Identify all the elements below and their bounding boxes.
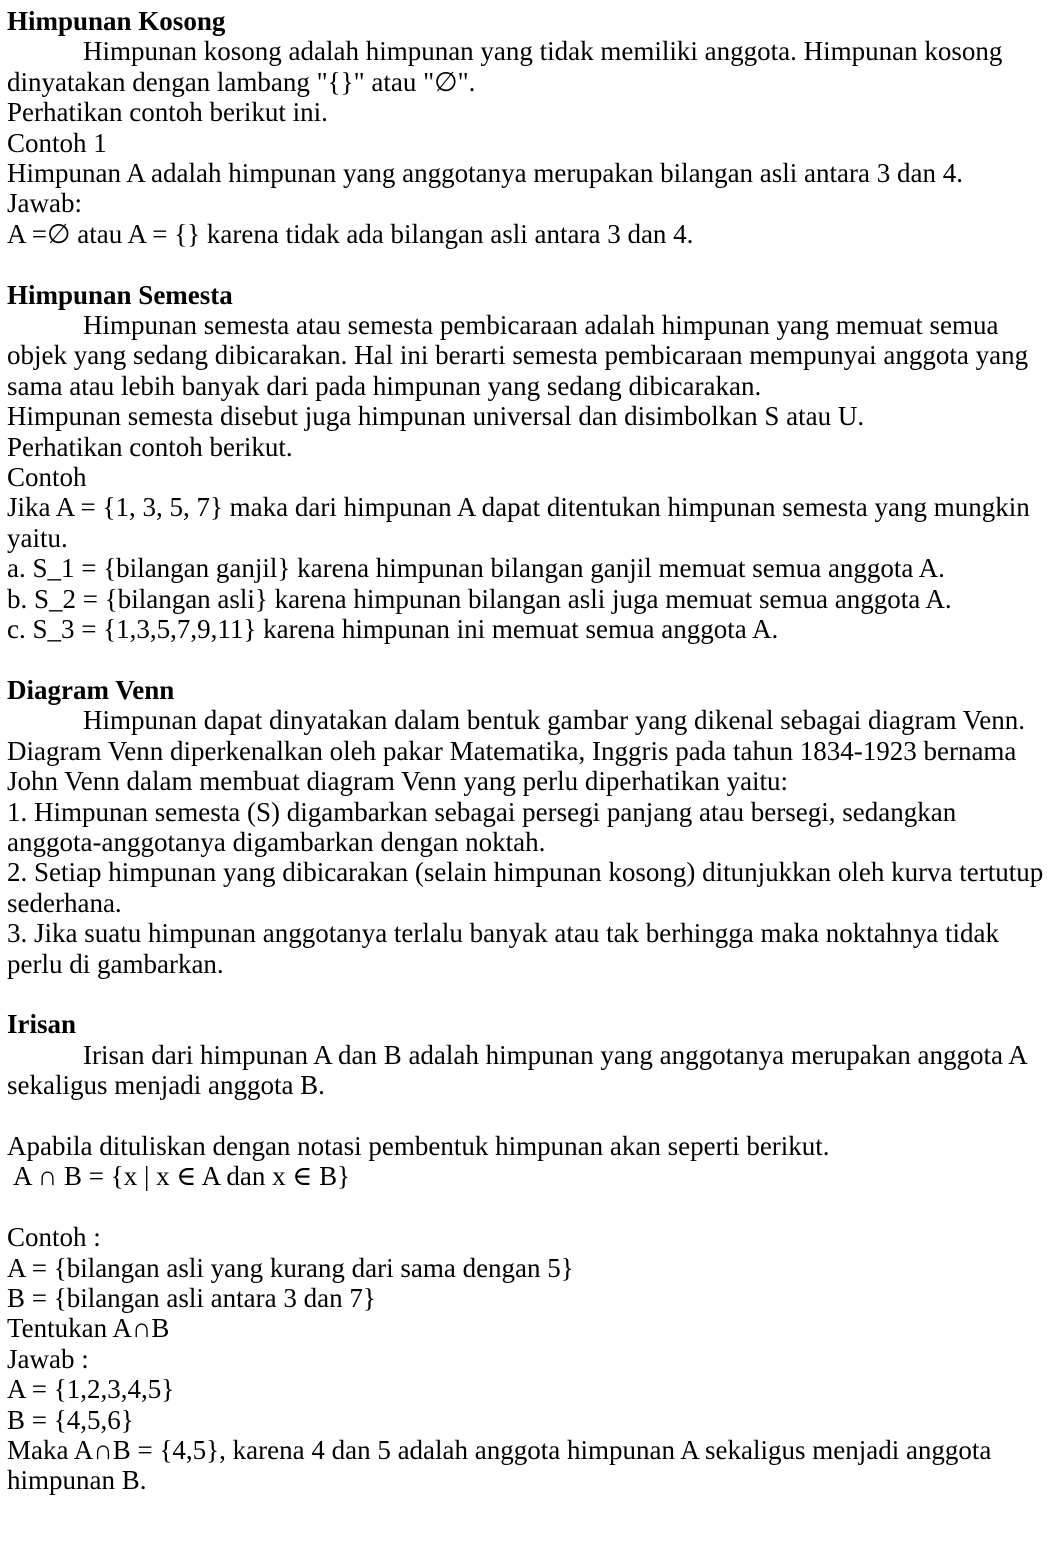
kosong-answer-label: Jawab:: [7, 188, 82, 219]
spacer: [7, 645, 1057, 675]
semesta-universal: Himpunan semesta disebut juga himpunan universal dan disimbolkan S atau U.: [7, 401, 865, 432]
spacer: [7, 1192, 1057, 1222]
semesta-item-b: b. S_2 = {bilangan asli} karena himpunan bilangan asli juga memuat semua anggota A.: [7, 583, 952, 614]
irisan-set-b: B = {bilangan asli antara 3 dan 7}: [7, 1282, 376, 1313]
venn-rule-1: 1. Himpunan semesta (S) digambarkan sebagai persegi panjang atau bersegi, sedangkan anggota-anggotanya digambarkan dengan noktah.: [7, 796, 957, 857]
paragraph-semesta-intro: Himpunan semesta atau semesta pembicaraan adalah himpunan yang memuat semua objek yang sedang dibicarakan. Hal ini berarti semesta pembicaraan mempunyai anggota yang sama atau lebih banyak dari pada himpunan yang sedang dibicarakan.: [7, 310, 1029, 401]
heading-himpunan-semesta: Himpunan Semesta: [7, 279, 233, 310]
irisan-conclusion: Maka A∩B = {4,5}, karena 4 dan 5 adalah anggota himpunan A sekaligus menjadi anggota himpunan B.: [7, 1435, 992, 1496]
irisan-answer-a: A = {1,2,3,4,5}: [7, 1374, 175, 1405]
irisan-answer-b: B = {4,5,6}: [7, 1404, 134, 1435]
semesta-item-c: c. S_3 = {1,3,5,7,9,11} karena himpunan ini memuat semua anggota A.: [7, 614, 779, 645]
irisan-set-a: A = {bilangan asli yang kurang dari sama dengan 5}: [7, 1252, 574, 1283]
semesta-item-a: a. S_1 = {bilangan ganjil} karena himpunan bilangan ganjil memuat semua anggota A.: [7, 553, 945, 584]
semesta-example-label: Contoh: [7, 462, 87, 493]
paragraph-kosong-intro: Himpunan kosong adalah himpunan yang tidak memiliki anggota. Himpunan kosong dinyatakan dengan lambang "{}" atau "∅".: [7, 36, 1003, 97]
kosong-note: Perhatikan contoh berikut ini.: [7, 97, 328, 128]
paragraph-venn-intro: Himpunan dapat dinyatakan dalam bentuk gambar yang dikenal sebagai diagram Venn. Diagram Venn diperkenalkan oleh pakar Matematika, Inggris pada tahun 1834-1923 bernama John Venn dalam membuat diagram Venn yang perlu diperhatikan yaitu:: [7, 705, 1025, 797]
kosong-example-label: Contoh 1: [7, 127, 107, 158]
spacer: [7, 249, 1057, 279]
spacer: [7, 979, 1057, 1009]
irisan-notation-text: Apabila dituliskan dengan notasi pembentuk himpunan akan seperti berikut.: [7, 1130, 830, 1161]
kosong-example-text: Himpunan A adalah himpunan yang anggotanya merupakan bilangan asli antara 3 dan 4.: [7, 158, 963, 189]
irisan-example-label: Contoh :: [7, 1222, 101, 1253]
heading-himpunan-kosong: Himpunan Kosong: [7, 6, 226, 36]
venn-rule-2: 2. Setiap himpunan yang dibicarakan (selain himpunan kosong) ditunjukkan oleh kurva tertutup sederhana.: [7, 857, 1044, 918]
heading-diagram-venn: Diagram Venn: [7, 674, 175, 705]
irisan-question: Tentukan A∩B: [7, 1313, 170, 1344]
spacer: [7, 1101, 1057, 1131]
kosong-answer-text: A =∅ atau A = {} karena tidak ada bilangan asli antara 3 dan 4.: [7, 218, 694, 249]
section-diagram-venn: [7, 675, 1057, 979]
section-irisan: [7, 1009, 1057, 1495]
paragraph-irisan-intro: Irisan dari himpunan A dan B adalah himpunan yang anggotanya merupakan anggota A sekaligus menjadi anggota B.: [7, 1039, 1027, 1101]
venn-rule-3: 3. Jika suatu himpunan anggotanya terlalu banyak atau tak berhingga maka noktahnya tidak perlu di gambarkan.: [7, 918, 999, 979]
irisan-formula: A ∩ B = {x | x ∈ A dan x ∈ B}: [13, 1161, 351, 1192]
section-himpunan-kosong: [7, 6, 1057, 249]
semesta-example-text: Jika A = {1, 3, 5, 7} maka dari himpunan A dapat ditentukan himpunan semesta yang mungkin yaitu.: [7, 492, 1030, 553]
irisan-answer-label: Jawab :: [7, 1343, 89, 1374]
heading-irisan: Irisan: [7, 1009, 77, 1040]
semesta-note: Perhatikan contoh berikut.: [7, 431, 293, 462]
section-himpunan-semesta: [7, 280, 1057, 645]
